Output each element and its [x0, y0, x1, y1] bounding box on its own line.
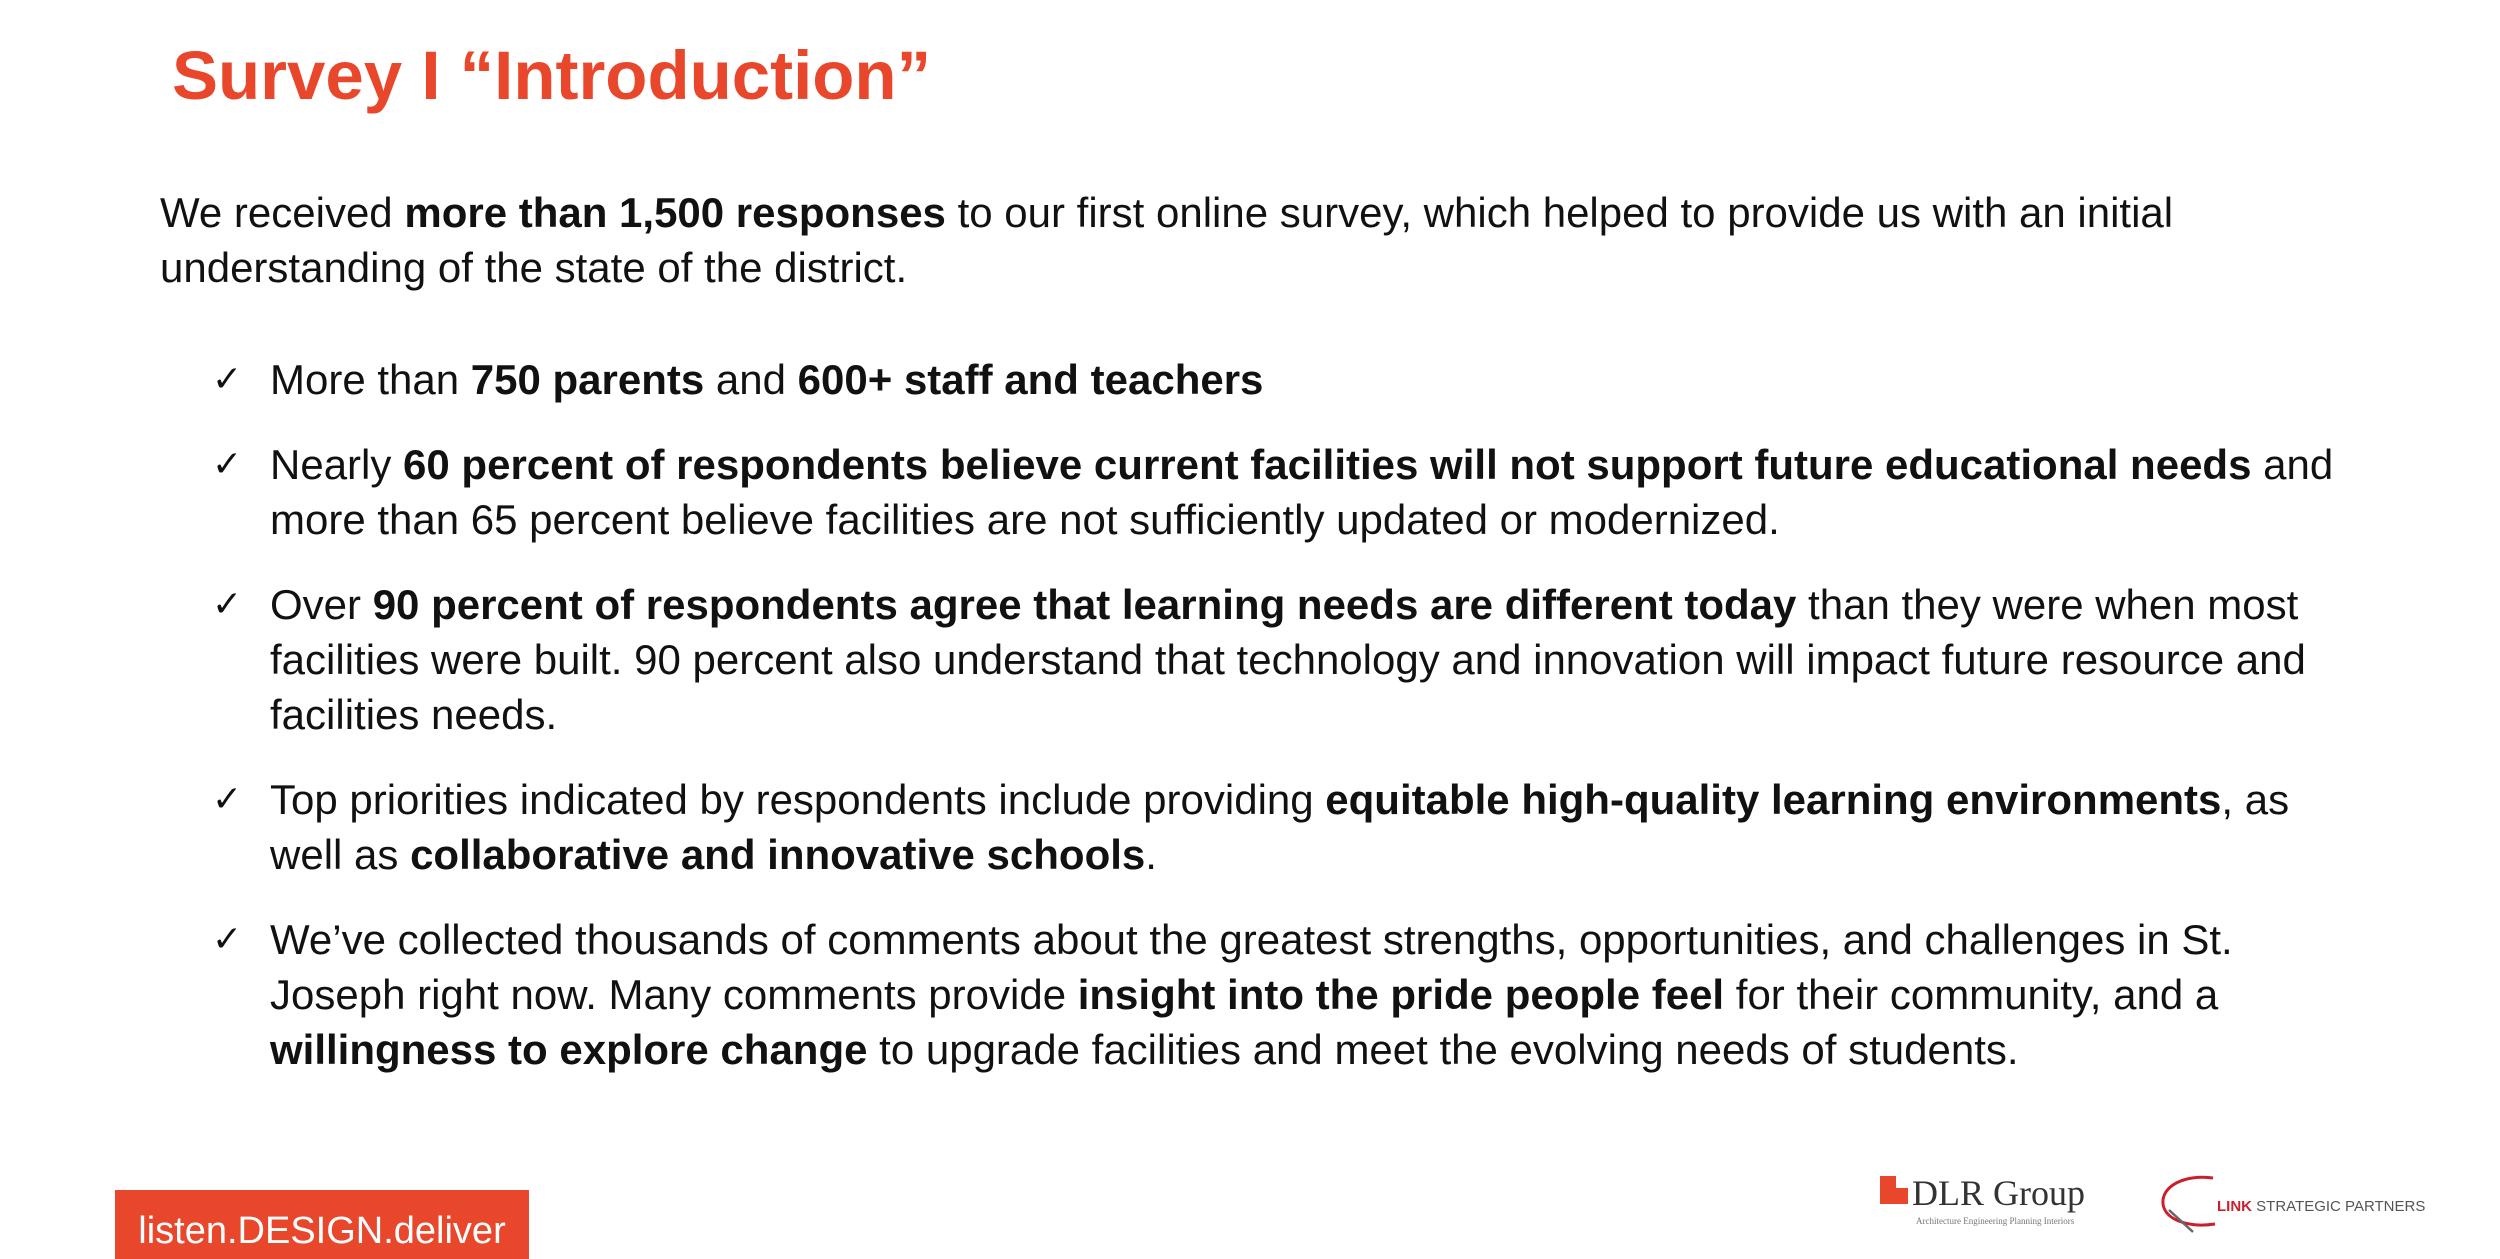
link-logo-text: [2217, 1198, 2425, 1215]
list-item: [208, 577, 2358, 742]
intro-paragraph: [160, 185, 2400, 295]
bullet-highlight: 600+ staff and teachers: [797, 356, 1264, 403]
list-item: [208, 437, 2358, 547]
bullet-text: for their community, and a: [1724, 971, 2219, 1018]
bullet-text: and more than 65 percent believe facilities are not sufficiently updated or modernized.: [270, 441, 2334, 543]
bullet-text: .: [1145, 831, 1157, 878]
intro-highlight: more than 1,500 responses: [404, 189, 946, 236]
check-icon: ✓: [212, 444, 243, 485]
link-swoosh-icon: [2155, 1170, 2225, 1240]
link-logo-rest: STRATEGIC PARTNERS: [2252, 1198, 2426, 1215]
bullet-text: Over: [270, 581, 373, 628]
bullet-text: Nearly: [270, 441, 404, 488]
bullet-text: More than: [270, 356, 471, 403]
dlr-logo-name: DLR Group: [1912, 1173, 2085, 1213]
bullet-text: Top priorities indicated by respondents include providing: [270, 776, 1326, 823]
bullet-text: than they were when most facilities were built. 90 percent also understand that technology and innovation will impact future resource and facilities needs.: [270, 581, 2306, 738]
bullet-highlight: insight into the pride people feel: [1077, 971, 1725, 1018]
list-item: [208, 772, 2358, 882]
check-icon: ✓: [212, 779, 243, 820]
bullet-text: , as well as: [270, 776, 2290, 878]
intro-text: to our first online survey, which helped to provide us with an initial understanding of the state of the district.: [160, 189, 2174, 291]
check-icon: ✓: [212, 359, 243, 400]
list-item: [208, 912, 2358, 1077]
dlr-logo-subtitle: Architecture Engineering Planning Interiors: [1916, 1216, 2075, 1226]
bullet-highlight: 60 percent of respondents believe current facilities will not support future educational needs: [403, 441, 2252, 488]
bullet-text: to upgrade facilities and meet the evolving needs of students.: [867, 1026, 2019, 1073]
list-item: [208, 352, 2358, 407]
findings-list: [208, 352, 2358, 1077]
bullet-highlight: collaborative and innovative schools: [410, 831, 1146, 878]
link-logo-brand: LINK: [2217, 1198, 2252, 1215]
bullet-highlight: 750 parents: [470, 356, 705, 403]
tagline-badge: listen.DESIGN.deliver: [115, 1190, 529, 1259]
bullet-text: and: [704, 356, 798, 403]
check-icon: ✓: [212, 584, 243, 625]
page-title: Survey I “Introduction”: [172, 37, 932, 114]
bullet-highlight: 90 percent of respondents agree that learning needs are different today: [372, 581, 1797, 628]
bullet-highlight: willingness to explore change: [270, 1026, 868, 1073]
link-strategic-logo: [2155, 1170, 2426, 1240]
bullet-highlight: equitable high-quality learning environments: [1325, 776, 2222, 823]
dlr-square-icon: [1880, 1176, 1908, 1204]
check-icon: ✓: [212, 919, 243, 960]
bullet-text: We’ve collected thousands of comments about the greatest strengths, opportunities, and challenges in St. Joseph right now. Many comments provide: [270, 916, 2233, 1018]
dlr-group-logo: [1880, 1172, 2110, 1234]
intro-text: We received: [160, 189, 405, 236]
